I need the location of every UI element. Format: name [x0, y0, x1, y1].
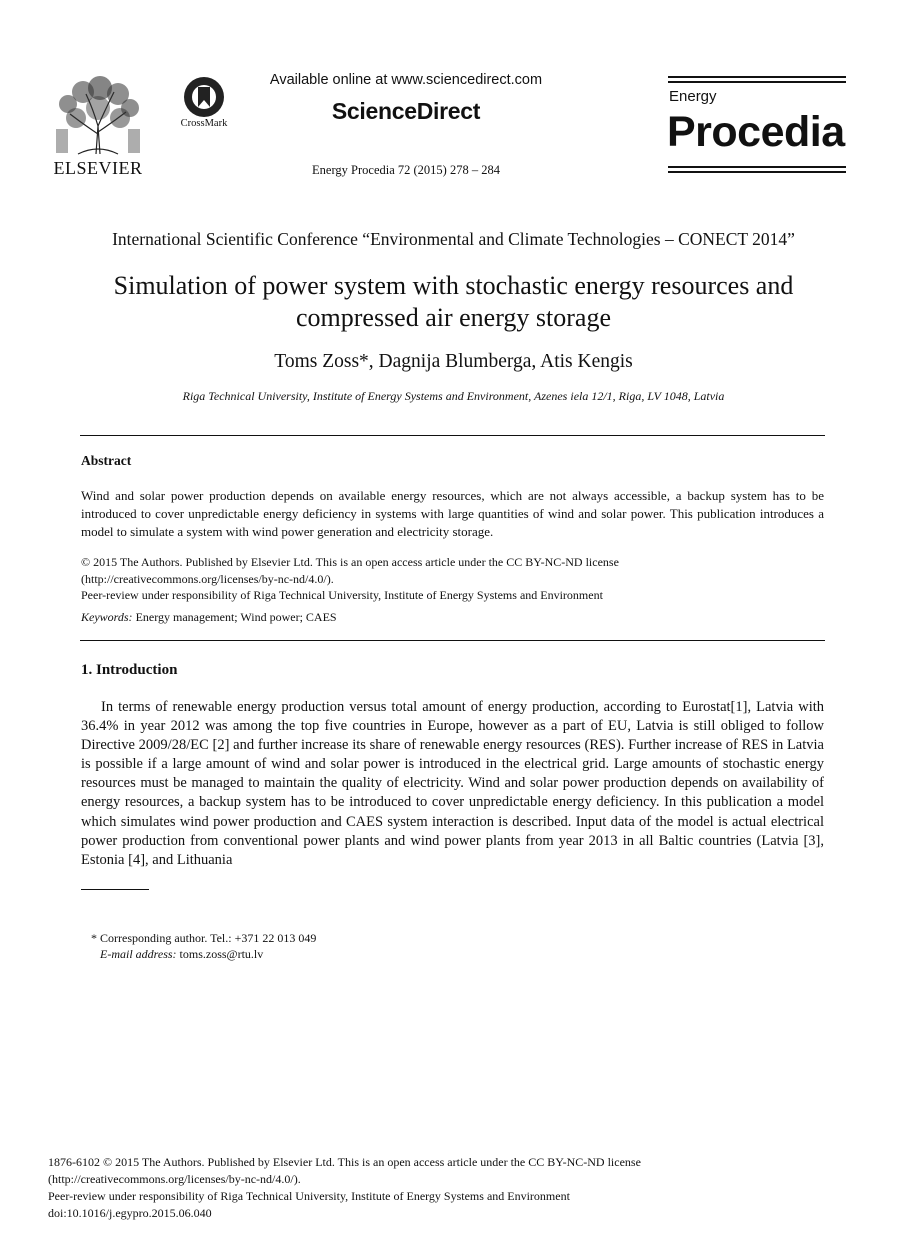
footnote [91, 931, 316, 962]
paper-title [60, 270, 847, 334]
abstract-text: Wind and solar power production depends on available energy resources, which are not always accessible, a backup system has to be introduced to cover unpredictable energy deficiency in systems with large quantities of wind and solar power. This publication introduces a model to simulate a system with wind power generation and electricity storage. [81, 488, 824, 539]
footer-license-link[interactable]: (http://creativecommons.org/licenses/by-nc-nd/4.0/). [48, 1172, 301, 1186]
procedia-rule-bottom-2 [668, 171, 846, 173]
email-line [91, 947, 316, 963]
title-line-1: Simulation of power system with stochastic energy resources and [113, 271, 794, 300]
procedia-rule-top-2 [668, 81, 846, 83]
email-label: E-mail address: [100, 946, 177, 961]
keywords-label: Keywords: [81, 610, 133, 624]
footer-doi[interactable]: doi:10.1016/j.egypro.2015.06.040 [48, 1206, 212, 1220]
corresponding-author: * Corresponding author. Tel.: +371 22 013 049 [91, 931, 317, 945]
license-link[interactable]: (http://creativecommons.org/licenses/by-nc-nd/4.0/). [81, 571, 334, 586]
authors: Toms Zoss*, Dagnija Blumberga, Atis Kengis [274, 351, 633, 372]
footnote-rule [81, 889, 149, 890]
affiliation: Riga Technical University, Institute of Energy Systems and Environment, Azenes iela 12/1, Riga, LV 1048, Latvia [182, 389, 725, 403]
divider-top [80, 435, 825, 436]
journal-reference: Energy Procedia 72 (2015) 278 – 284 [312, 163, 500, 177]
abstract-heading: Abstract [81, 453, 132, 468]
email-address[interactable]: toms.zoss@rtu.lv [176, 946, 264, 961]
available-online-text[interactable]: Available online at www.sciencedirect.com [269, 72, 543, 88]
title-line-2: compressed air energy storage [295, 303, 611, 332]
license-block [81, 554, 824, 604]
intro-text: In terms of renewable energy production versus total amount of energy production, according to Eurostat[1], Latvia with 36.4% in year 2012 was among the top five countries in Europe, however as a part of EU, Latvia is still obliged to follow Directive 2009/28/EC [2] and further increase its share of renewable energy resources (RES). Further increase of RES in Latvia is possible if a large amount of wind and solar power is introduced in the electrical grid. Large amounts of stochastic energy resources must be managed to maintain the quality of electricity. Wind and solar power production depends on availability of energy resources, a backup system has to be introduced to cover unpredictable energy deficiency. In this publication a model which simulates wind power production and CAES system interaction is described. Input data of the model is actual electrical power production from conventional power plants and wind power plants from year 2013 in all Baltic countries (Latvia [3], Estonia [4], and Lithuania [81, 699, 824, 868]
divider-bottom [80, 640, 825, 641]
journal-name-big: Procedia [667, 108, 845, 156]
peer-review-text: Peer-review under responsibility of Riga Technical University, Institute of Energy Systems and Environment [81, 588, 603, 602]
sciencedirect-logo: ScienceDirect [331, 98, 481, 124]
procedia-rule-bottom [668, 166, 846, 168]
footer-issn-license: 1876-6102 © 2015 The Authors. Published by Elsevier Ltd. This is an open access article under the CC BY-NC-ND license [48, 1155, 641, 1169]
journal-name-small: Energy [669, 88, 717, 105]
keywords [81, 610, 824, 625]
page-footer [48, 1154, 858, 1222]
keywords-list: Energy management; Wind power; CAES [132, 610, 337, 624]
crossmark-label: CrossMark [180, 118, 228, 129]
conference-name: International Scientific Conference “Environmental and Climate Technologies – CONECT 2014” [112, 229, 795, 249]
license-line-1: © 2015 The Authors. Published by Elsevier Ltd. This is an open access article under the CC BY-NC-ND license [81, 555, 619, 569]
procedia-rule-top [668, 76, 846, 78]
intro-heading: 1. Introduction [81, 662, 178, 678]
footer-peer-review: Peer-review under responsibility of Riga Technical University, Institute of Energy Systems and Environment [48, 1189, 570, 1203]
publisher-name: ELSEVIER [53, 158, 143, 178]
